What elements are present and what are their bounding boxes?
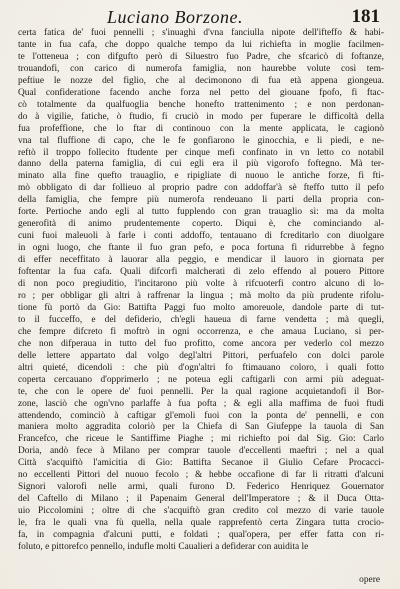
text-line: fua profeffione, che lo ftar di continouo con la mente applicata, le cagionò <box>18 123 384 134</box>
text-line: reftò il troppo follecito ftudente per cinque mefi confinato in vn letto co notabil <box>18 147 384 158</box>
text-line: zone, lasciò che ogn'vno parlaffe à fua pofta ; & egli alla maffima de fuoi ftudi <box>18 398 384 409</box>
text-line: to il fucceffo, e del defiderio, ch'egli haueua di farne vendetta ; mà quegli, <box>18 314 384 325</box>
text-line: Signori valorofi nelle armi, quali furono D. Federico Henriquez Gouernator <box>18 482 384 493</box>
text-line: foftentar la fua cafa. Quali difcorfi malcheratì di zelo effendo al pouero Pittore <box>18 267 384 278</box>
text-line: che non difperaua in tutto del fuo profitto, come ancora per vederlo col mezzo <box>18 338 384 349</box>
text-line: Qual confideratione facendo anche forza nel petto del giouane fpofo, fi ftac- <box>18 87 384 98</box>
text-line: in ogni luogo, che ftante il fuo gran pefo, e poca fortuna fi ridurrebbe à fegno <box>18 243 384 254</box>
text-line: della famiglia, che fempre più numerofa rendeuano li parti della propria con- <box>18 195 384 206</box>
page-number: 181 <box>351 6 380 27</box>
text-line: generofità di animo prudentemente coperto. Diqui è, che cominciando al- <box>18 219 384 230</box>
text-line: trouandofi, con carico di numerofa famiglia, non haurebbe volute così tem- <box>18 63 384 74</box>
text-line: le, fra le quali vna fù quella, nella quale rapprefentò certa Zingara tutta crocio- <box>18 518 384 529</box>
body-text <box>18 28 384 554</box>
text-line: fa, in compagnia d'alcuni putti, e foldati ; qual'opera, per effer fatta con ri- <box>18 530 384 541</box>
text-line: certa fatica de' fuoi pennelli ; s'inuaghì d'vna fanciulla nipote dell'ifteffo & habi- <box>18 28 384 38</box>
text-line: do à vigilie, fatiche, ò ftudio, fi cruciò in modo per fuperare le difficoltà della <box>18 111 384 122</box>
text-line: forte. Pertioche ando egli al tutto fupplendo con gran trauaglio sì: ma da molta <box>18 207 384 218</box>
text-line: altri quieté, dicendoli : che più d'ogn'altri fo ftimauano coloro, i quali fotto <box>18 362 384 373</box>
text-line: coperta cercauano d'opprimerlo ; ne poteua egli caftigarli con armi più adeguat- <box>18 374 384 385</box>
text-line: tione fù portò da Gio: Battifta Paggi fuo molto amoreuole, dandole parte di tut- <box>18 302 384 313</box>
text-line: te l'otteneua ; con difgufto però di Siluestro fuo Padre, che sfcaricò di foftanze, <box>18 51 384 62</box>
text-line: che fempre difcreto fi moftrò in ogni occorrenza, e che amaua Luciano, si per- <box>18 326 384 337</box>
text-line: del Caftello di Milano ; il Papenaim General dell'Imperatore ; & il Duca Otta- <box>18 494 384 505</box>
text-line: delle lettere appartato dal volgo degl'altri Pittori, perfuafelo con dolci parole <box>18 350 384 361</box>
text-line: attendendo, cominciò à caftigar gl'emoli fuoi con la ponta de' pennelli, e con <box>18 410 384 421</box>
running-head: Luciano Borzone. <box>107 7 243 27</box>
text-line: ro ; per obbligar gli altri à raffrenar la lingua ; mà molto da più prudente rifolu- <box>18 290 384 301</box>
text-line: uio Piccolomini ; oltre di che s'acquiftò gran credito col mezzo di varie tauole <box>18 506 384 517</box>
text-line: maniera molto aggradita coloriò per la Chiefa di San Giufeppe la tauola di San <box>18 422 384 433</box>
text-line: mò obbligato di dar follieuo al proprio padre con addoffar'à sè fteffo tutto il pefo <box>18 183 384 194</box>
text-line: di non poco pregiuditio, l'incitarono più volte à rifcuoterfi contro alcuno di lo- <box>18 279 384 290</box>
text-line: foluto, e pittorefco pennello, indufle molti Caualieri a defiderar con auidita le <box>18 541 309 552</box>
text-line: peftiue le nozze del figlio, che al decimonono di fua età appena giongeua. <box>18 75 384 86</box>
text-line: te, che con le opere de' fuoi pennelli. Per la qual ragione acquietandofi il Bor- <box>18 386 384 397</box>
text-line: Città s'acquiftò l'amicitia di Gio: Battifta Secanoe il Giulio Cefare Procacci- <box>18 458 384 469</box>
text-line: no eccellenti Pittori del nuouo fecolo ; & hebbe occafione di far li ritratti d'alcuni <box>18 470 384 481</box>
text-line: tante in fua cafa, che doppo qualche tempo da lui richiefta in moglie facilmen- <box>18 39 384 50</box>
page-header <box>18 6 384 28</box>
text-line: Doria, andò fece à Milano per comprar tauole d'eccellenti maeftri ; nel a qual <box>18 446 384 457</box>
text-line: danno della paterna famiglia, di cui egli era il più vigorofo foftegno. Mà ter- <box>18 159 384 170</box>
text-line: Francefco, che riceue le Santiffime Piaghe ; mi richiefto poi dal Sig. Gio: Carlo <box>18 434 384 445</box>
text-line: di effer neceffitato à lauorar alla peggio, e mendicar il lauoro in giornata per <box>18 255 384 266</box>
text-line: vna tal fluffione di capo, che le fe gonfiarono le ginocchia, e li piedi, e ne- <box>18 135 384 146</box>
text-line: cò totalmente da qualfuoglia benche honefto trattenimento ; e non perdonan- <box>18 99 384 110</box>
text-line: minato alla fine quefto trauaglio, e ripigliate di nuouo le antiche forze, fi fti- <box>18 171 384 182</box>
catchword: opere <box>359 575 380 585</box>
text-line: cuni fuoi maleuoli à farle i conti addoffo, tentauano di fcreditarlo con diuolgare <box>18 231 384 242</box>
